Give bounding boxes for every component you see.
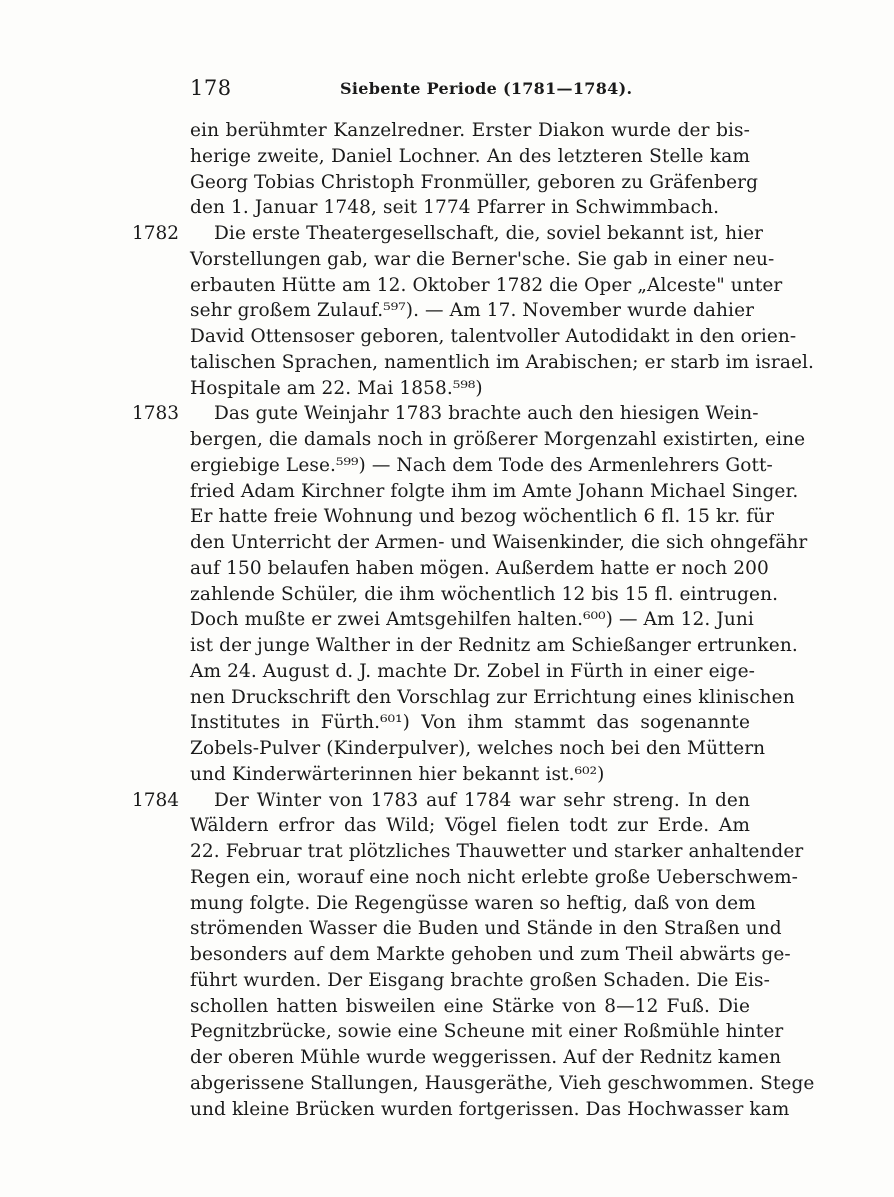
text-line: strömenden Wasser die Buden und Stände in den Straßen und xyxy=(190,918,782,940)
text-line: Georg Tobias Christoph Fronmüller, geboren zu Gräfenberg xyxy=(190,171,759,193)
text-line: ist der junge Walther in der Rednitz am Schießanger ertrunken. xyxy=(190,635,798,656)
paragraph xyxy=(132,221,815,401)
body-text xyxy=(132,118,815,1122)
text-line: Wäldern erfror das Wild; Vögel fielen todt zur Erde. Am xyxy=(190,815,750,837)
text-line: auf 150 belaufen haben mögen. Außerdem hatte er noch 200 xyxy=(190,557,769,579)
text-line: Der Winter von 1783 auf 1784 war sehr streng. In den xyxy=(214,789,750,811)
text-line: nen Druckschrift den Vorschlag zur Errichtung eines klinischen xyxy=(190,686,795,708)
page-header xyxy=(190,76,750,106)
text-line: ein berühmter Kanzelredner. Erster Diakon wurde der bis- xyxy=(190,120,750,141)
text-line: David Ottensoser geboren, talentvoller Autodidakt in den orien- xyxy=(190,326,797,347)
text-line: Das gute Weinjahr 1783 brachte auch den hiesigen Wein- xyxy=(214,403,759,425)
text-line: erbauten Hütte am 12. Oktober 1782 die Oper „Alceste" unter xyxy=(190,274,783,296)
text-line: und Kinderwärterinnen hier bekannt ist.⁶⁰²) xyxy=(190,763,605,785)
text-line: schollen hatten bisweilen eine Stärke von 8—12 Fuß. Die xyxy=(190,995,750,1017)
text-line: Am 24. August d. J. machte Dr. Zobel in Fürth in einer eige- xyxy=(190,660,755,682)
paragraph xyxy=(132,788,815,1123)
text-line: Doch mußte er zwei Amtsgehilfen halten.⁶⁰⁰) — Am 12. Juni xyxy=(190,609,754,631)
margin-year: 1783 xyxy=(132,403,180,425)
text-line: Hospitale am 22. Mai 1858.⁵⁹⁸) xyxy=(190,377,483,399)
text-line: Die erste Theatergesellschaft, die, soviel bekannt ist, hier xyxy=(214,223,764,244)
margin-year: 1784 xyxy=(132,789,180,811)
text-line: ergiebige Lese.⁵⁹⁹) — Nach dem Tode des Armenlehrers Gott- xyxy=(190,454,773,476)
text-line: Pegnitzbrücke, sowie eine Scheune mit einer Roßmühle hinter xyxy=(190,1021,784,1043)
text-line: zahlende Schüler, die ihm wöchentlich 12 bis 15 fl. eintrugen. xyxy=(190,583,779,605)
text-line: Institutes in Fürth.⁶⁰¹) Von ihm stammt das sogenannte xyxy=(190,712,750,734)
text-line: Er hatte freie Wohnung und bezog wöchentlich 6 fl. 15 kr. für xyxy=(190,506,775,528)
page-number: 178 xyxy=(190,76,232,100)
text-line: talischen Sprachen, namentlich im Arabischen; er starb im israel. xyxy=(190,351,815,373)
text-line: Zobels-Pulver (Kinderpulver), welches noch bei den Müttern xyxy=(190,738,766,759)
text-line: führt wurden. Der Eisgang brachte großen Schaden. Die Eis- xyxy=(190,969,770,991)
paragraph xyxy=(190,118,759,221)
text-line: fried Adam Kirchner folgte ihm im Amte Johann Michael Singer. xyxy=(190,480,799,502)
text-line: besonders auf dem Markte gehoben und zum Theil abwärts ge- xyxy=(190,944,791,965)
text-line: Regen ein, worauf eine noch nicht erlebte große Ueberschwem- xyxy=(190,866,799,888)
paragraph xyxy=(132,401,808,787)
running-title: Siebente Periode (1781—1784). xyxy=(340,79,633,98)
text-line: sehr großem Zulauf.⁵⁹⁷). — Am 17. November wurde dahier xyxy=(190,300,755,322)
text-line: abgerissene Stallungen, Hausgeräthe, Vieh geschwommen. Stege xyxy=(190,1072,815,1094)
text-line: der oberen Mühle wurde weggerissen. Auf der Rednitz kamen xyxy=(190,1047,782,1068)
text-line: den 1. Januar 1748, seit 1774 Pfarrer in Schwimmbach. xyxy=(190,197,720,219)
text-line: 22. Februar trat plötzliches Thauwetter und starker anhaltender xyxy=(190,841,804,862)
text-line: herige zweite, Daniel Lochner. An des letzteren Stelle kam xyxy=(190,145,750,167)
text-line: Vorstellungen gab, war die Berner'sche. Sie gab in einer neu- xyxy=(190,248,775,270)
text-line: bergen, die damals noch in größerer Morgenzahl existirten, eine xyxy=(190,429,806,450)
margin-year: 1782 xyxy=(132,223,180,244)
text-line: mung folgte. Die Regengüsse waren so heftig, daß von dem xyxy=(190,892,756,914)
text-line: den Unterricht der Armen- und Waisenkinder, die sich ohngefähr xyxy=(190,532,808,553)
text-line: und kleine Brücken wurden fortgerissen. Das Hochwasser kam xyxy=(190,1098,790,1120)
